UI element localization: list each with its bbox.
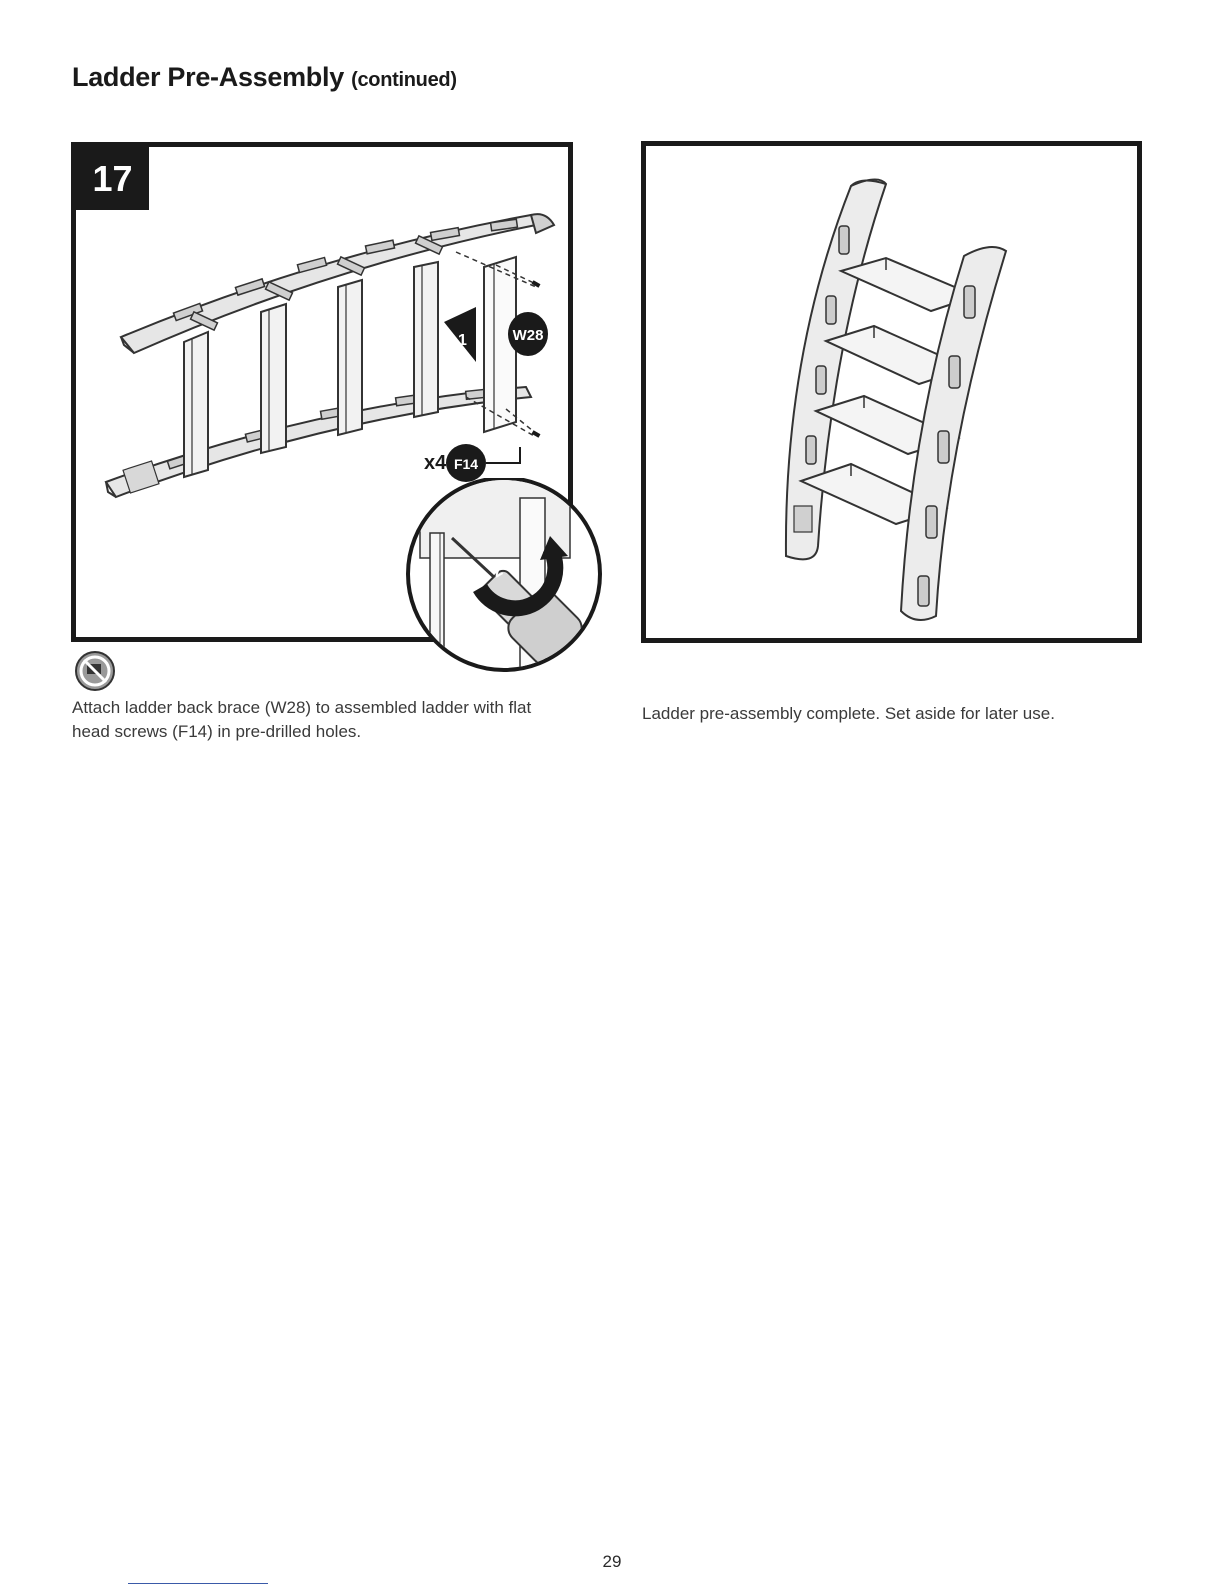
step-number-badge: 17	[76, 147, 149, 210]
page-number: 29	[602, 1552, 622, 1571]
part-w28-label: W28	[512, 327, 544, 344]
page-title	[72, 62, 457, 93]
no-power-tools-icon	[74, 650, 116, 692]
page-title-main: Ladder Pre-Assembly	[72, 62, 344, 92]
step-17-caption: Attach ladder back brace (W28) to assembled ladder with flat head screws (F14) in pre-drilled holes.	[72, 698, 532, 741]
screw-quantity-label: x4	[424, 452, 447, 474]
completion-caption: Ladder pre-assembly complete. Set aside for later use.	[642, 704, 1055, 723]
callout-1-label: 1	[458, 332, 467, 349]
completed-ladder-illustration	[646, 146, 1137, 638]
completed-ladder-panel	[641, 141, 1142, 643]
callout-2-label: 2	[489, 562, 506, 582]
part-f14-label: F14	[453, 456, 479, 472]
page-title-subtitle: (continued)	[351, 69, 457, 91]
screwdriver-detail-inset	[400, 478, 610, 678]
